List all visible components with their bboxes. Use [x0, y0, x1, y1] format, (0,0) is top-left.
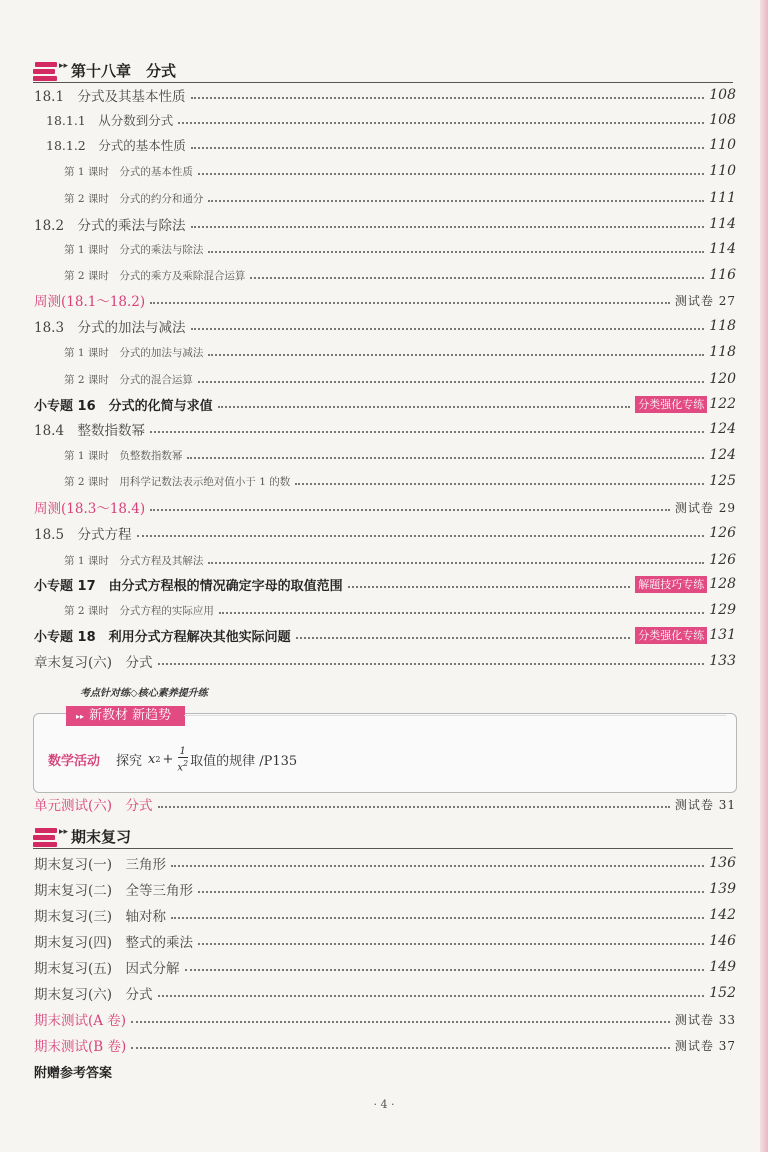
toc-entry[interactable]: 第 2 课时 分式的乘方及乘除混合运算 116: [64, 267, 736, 283]
toc-entry[interactable]: 第 2 课时 分式的约分和通分 111: [64, 190, 736, 206]
double-arrow-icon: ▸▸: [59, 827, 69, 837]
answers-note: 附赠参考答案: [34, 1066, 113, 1081]
toc-entry[interactable]: 第 1 课时 分式的乘法与除法 114: [64, 241, 736, 257]
double-arrow-icon: ▸▸: [76, 712, 85, 721]
unit-test-entry[interactable]: 单元测试(六) 分式 测试卷 31: [34, 797, 736, 814]
toc-entry[interactable]: 第 1 课时 负整数指数幂 124: [64, 447, 736, 463]
fraction: $\frac{1}{x^2}$: [177, 746, 189, 774]
toc-entry[interactable]: 第 1 课时 分式方程及其解法 126: [64, 552, 736, 568]
weekly-test-entry[interactable]: 周测(18.3～18.4) 测试卷 29: [34, 500, 736, 517]
category-tag: 分类强化专练: [635, 396, 707, 413]
new-textbook-box: [33, 708, 737, 793]
special-topic-entry[interactable]: 小专题 16 分式的化简与求值 分类强化专练 122: [34, 396, 736, 414]
toc-entry[interactable]: 第 2 课时 分式的混合运算 120: [64, 371, 736, 387]
special-topic-entry[interactable]: 小专题 17 由分式方程根的情况确定字母的取值范围 解题技巧专练 128: [34, 576, 736, 594]
toc-entry[interactable]: 期末复习(三) 轴对称 142: [34, 907, 736, 925]
category-tag: 解题技巧专练: [635, 576, 707, 593]
page-number: · 4 ·: [373, 1098, 395, 1111]
books-icon: [33, 826, 59, 848]
final-review-title: 期末复习: [71, 828, 132, 846]
toc-entry[interactable]: 18.3 分式的加法与减法 118: [34, 318, 736, 336]
math-activity[interactable]: 数学活动 探究 x 2 + $\frac{1}{x^2}$ 取值的规律 /P135: [48, 746, 298, 774]
toc-entry[interactable]: 18.5 分式方程 126: [34, 525, 736, 543]
toc-entry[interactable]: 18.4 整数指数幂 124: [34, 421, 736, 439]
toc-entry[interactable]: 18.1.2 分式的基本性质 110: [46, 137, 736, 153]
weekly-test-entry[interactable]: 周测(18.1～18.2) 测试卷 27: [34, 293, 736, 310]
chapter-title: 第十八章 分式: [71, 62, 177, 80]
toc-entry[interactable]: 期末复习(四) 整式的乘法 146: [34, 933, 736, 951]
toc-entry[interactable]: 18.2 分式的乘法与除法 114: [34, 216, 736, 234]
toc-entry[interactable]: 第 2 课时 分式方程的实际应用 129: [64, 602, 736, 618]
toc-entry[interactable]: 18.1 分式及其基本性质 108: [34, 87, 736, 105]
chapter-header: [33, 60, 733, 83]
toc-entry[interactable]: 期末复习(二) 全等三角形 139: [34, 881, 736, 899]
toc-entry[interactable]: 期末复习(五) 因式分解 149: [34, 959, 736, 977]
category-tag: 分类强化专练: [635, 627, 707, 644]
double-arrow-icon: ▸▸: [59, 61, 69, 71]
toc-entry[interactable]: 期末复习(六) 分式 152: [34, 985, 736, 1003]
toc-entry[interactable]: 期末复习(一) 三角形 136: [34, 855, 736, 873]
books-icon: [33, 60, 59, 82]
special-topic-entry[interactable]: 小专题 18 利用分式方程解决其他实际问题 分类强化专练 131: [34, 627, 736, 645]
box-tab: ▸▸ 新教材 新趋势: [66, 706, 185, 726]
toc-entry[interactable]: 18.1.1 从分数到分式 108: [46, 112, 736, 128]
toc-entry[interactable]: 第 1 课时 分式的基本性质 110: [64, 163, 736, 179]
final-test-entry[interactable]: 期末测试(A 卷) 测试卷 33: [34, 1012, 736, 1029]
toc-entry[interactable]: 第 1 课时 分式的加法与减法 118: [64, 344, 736, 360]
toc-entry[interactable]: 章末复习(六) 分式 133: [34, 653, 736, 671]
toc-entry[interactable]: 第 2 课时 用科学记数法表示绝对值小于 1 的数 125: [64, 473, 736, 489]
final-test-entry[interactable]: 期末测试(B 卷) 测试卷 37: [34, 1038, 736, 1055]
page-edge: [760, 0, 768, 1152]
practice-note: 考点针对练◇核心素养提升练: [80, 688, 208, 699]
final-review-header: [33, 826, 733, 849]
